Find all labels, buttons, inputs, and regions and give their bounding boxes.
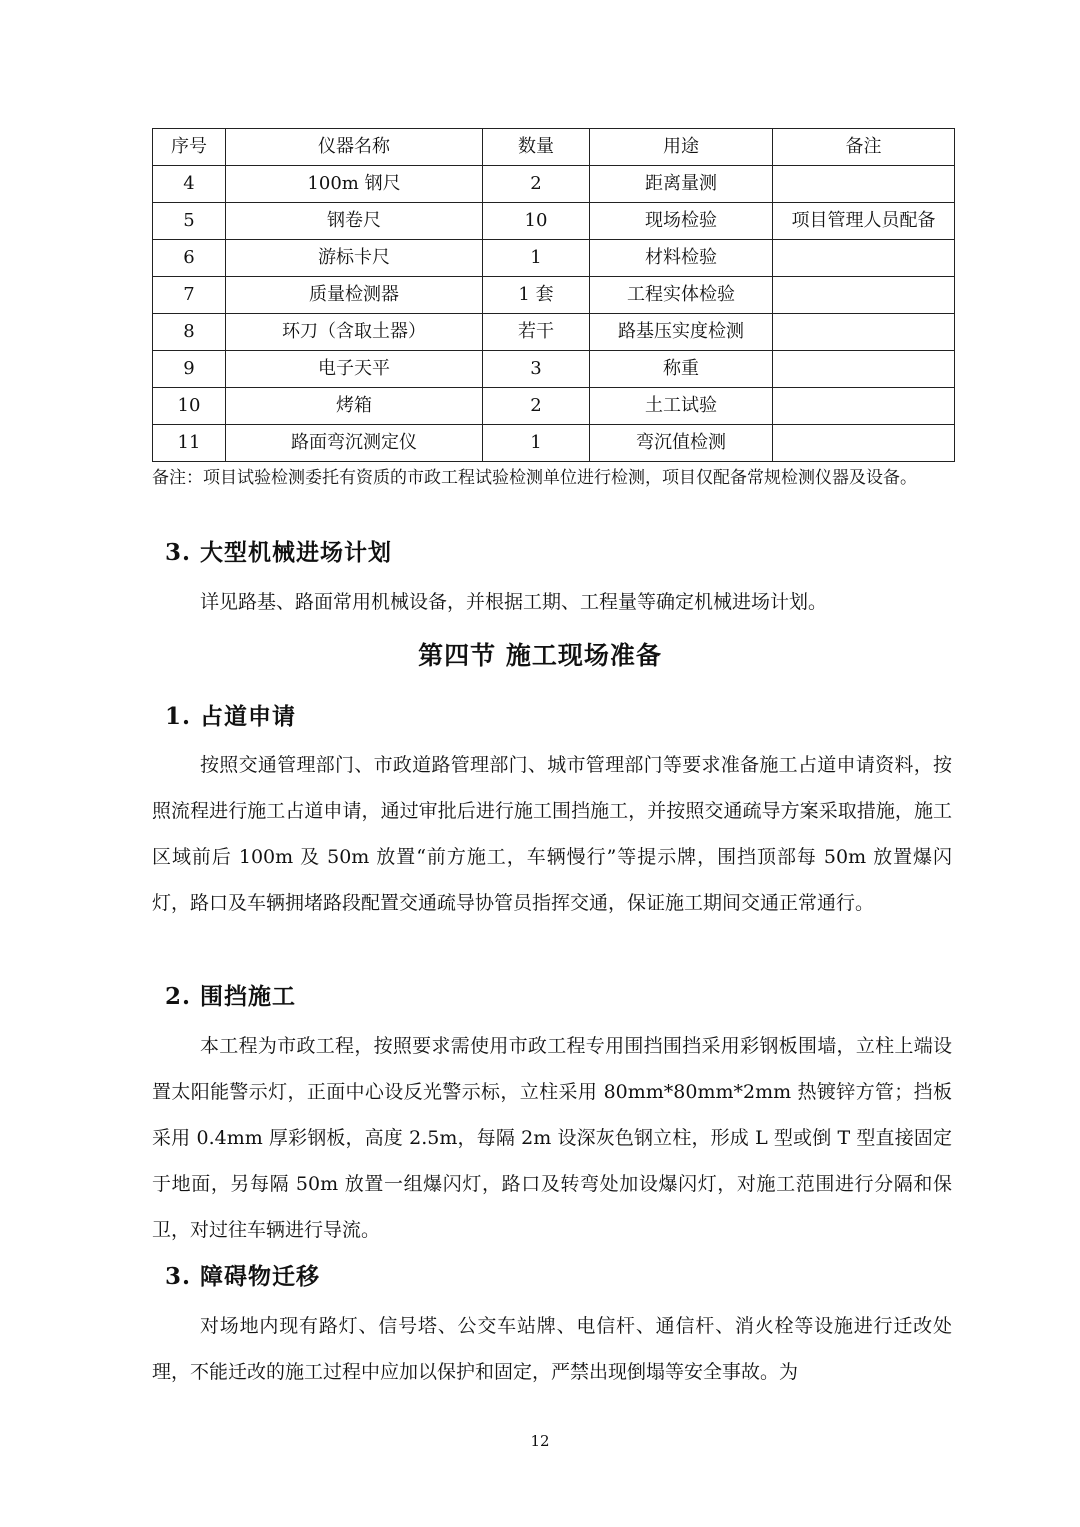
table-cell: 材料检验	[590, 240, 773, 277]
table-cell: 2	[483, 166, 590, 203]
heading-road-occupation: 1. 占道申请	[165, 703, 297, 730]
table-cell: 工程实体检验	[590, 277, 773, 314]
header-cell: 数量	[483, 129, 590, 166]
table-cell: 10	[483, 203, 590, 240]
table-cell: 7	[153, 277, 226, 314]
table-cell: 称重	[590, 351, 773, 388]
table-cell	[773, 277, 955, 314]
table-row	[153, 277, 955, 314]
table-row	[153, 425, 955, 462]
header-cell: 备注	[773, 129, 955, 166]
paragraph-obstacle-relocation: 对场地内现有路灯、信号塔、公交车站牌、电信杆、通信杆、消火栓等设施进行迁改处理，不能迁改的施工过程中应加以保护和固定，严禁出现倒塌等安全事故。为	[152, 1315, 952, 1383]
table-row	[153, 388, 955, 425]
table-cell	[773, 240, 955, 277]
table-cell: 4	[153, 166, 226, 203]
table-cell: 电子天平	[226, 351, 483, 388]
table-cell	[773, 351, 955, 388]
table-cell: 游标卡尺	[226, 240, 483, 277]
table-cell: 1	[483, 240, 590, 277]
table-cell	[773, 166, 955, 203]
table-cell	[773, 314, 955, 351]
paragraph-large-machinery-plan: 详见路基、路面常用机械设备，并根据工期、工程量等确定机械进场计划。	[200, 591, 828, 613]
heading-large-machinery-plan: 3. 大型机械进场计划	[165, 539, 393, 566]
header-cell: 仪器名称	[226, 129, 483, 166]
table-row	[153, 314, 955, 351]
table-header-row	[153, 129, 955, 166]
table-cell: 质量检测器	[226, 277, 483, 314]
table-cell: 环刀（含取土器）	[226, 314, 483, 351]
table-cell: 6	[153, 240, 226, 277]
table-cell	[773, 425, 955, 462]
section-title: 第四节 施工现场准备	[418, 641, 662, 670]
heading-enclosure: 2. 围挡施工	[165, 983, 297, 1010]
paragraph-road-occupation: 按照交通管理部门、市政道路管理部门、城市管理部门等要求准备施工占道申请资料，按照流程进行施工占道申请，通过审批后进行施工围挡施工，并按照交通疏导方案采取措施，施工区域前后 100m 及 50m 放置“前方施工，车辆慢行”等提示牌，围挡顶部每 50m 放置爆闪灯，路口及车辆拥堵路段配置交通疏导协管员指挥交通，保证施工期间交通正常通行。	[152, 754, 952, 914]
table-cell: 距离量测	[590, 166, 773, 203]
table-row	[153, 203, 955, 240]
table-cell: 1 套	[483, 277, 590, 314]
table-cell: 路面弯沉测定仪	[226, 425, 483, 462]
header-cell: 序号	[153, 129, 226, 166]
table-cell: 11	[153, 425, 226, 462]
table-cell: 钢卷尺	[226, 203, 483, 240]
equipment-table	[152, 128, 955, 462]
header-cell: 用途	[590, 129, 773, 166]
table-cell: 5	[153, 203, 226, 240]
table-row	[153, 240, 955, 277]
table-note: 备注：项目试验检测委托有资质的市政工程试验检测单位进行检测，项目仅配备常规检测仪器及设备。	[152, 468, 917, 488]
table-row	[153, 166, 955, 203]
table-cell: 100m 钢尺	[226, 166, 483, 203]
table-cell: 路基压实度检测	[590, 314, 773, 351]
table-cell: 若干	[483, 314, 590, 351]
table-cell: 现场检验	[590, 203, 773, 240]
paragraph-enclosure: 本工程为市政工程，按照要求需使用市政工程专用围挡围挡采用彩钢板围墙，立柱上端设置太阳能警示灯，正面中心设反光警示标，立柱采用 80mm*80mm*2mm 热镀锌方管；挡板采用 0.4mm 厚彩钢板，高度 2.5m，每隔 2m 设深灰色钢立柱，形成 L 型或倒 T 型直接固定于地面，另每隔 50m 放置一组爆闪灯，路口及转弯处加设爆闪灯，对施工范围进行分隔和保卫，对过往车辆进行导流。	[152, 1035, 952, 1241]
table-cell: 8	[153, 314, 226, 351]
table-cell	[773, 388, 955, 425]
table-cell: 弯沉值检测	[590, 425, 773, 462]
table-cell: 土工试验	[590, 388, 773, 425]
heading-obstacle-relocation: 3. 障碍物迁移	[165, 1263, 321, 1290]
page-number: 12	[530, 1432, 550, 1450]
table-cell: 烤箱	[226, 388, 483, 425]
table-cell: 3	[483, 351, 590, 388]
table-cell: 9	[153, 351, 226, 388]
table-cell: 项目管理人员配备	[773, 203, 955, 240]
table-cell: 10	[153, 388, 226, 425]
table-row	[153, 351, 955, 388]
table-cell: 2	[483, 388, 590, 425]
table-cell: 1	[483, 425, 590, 462]
